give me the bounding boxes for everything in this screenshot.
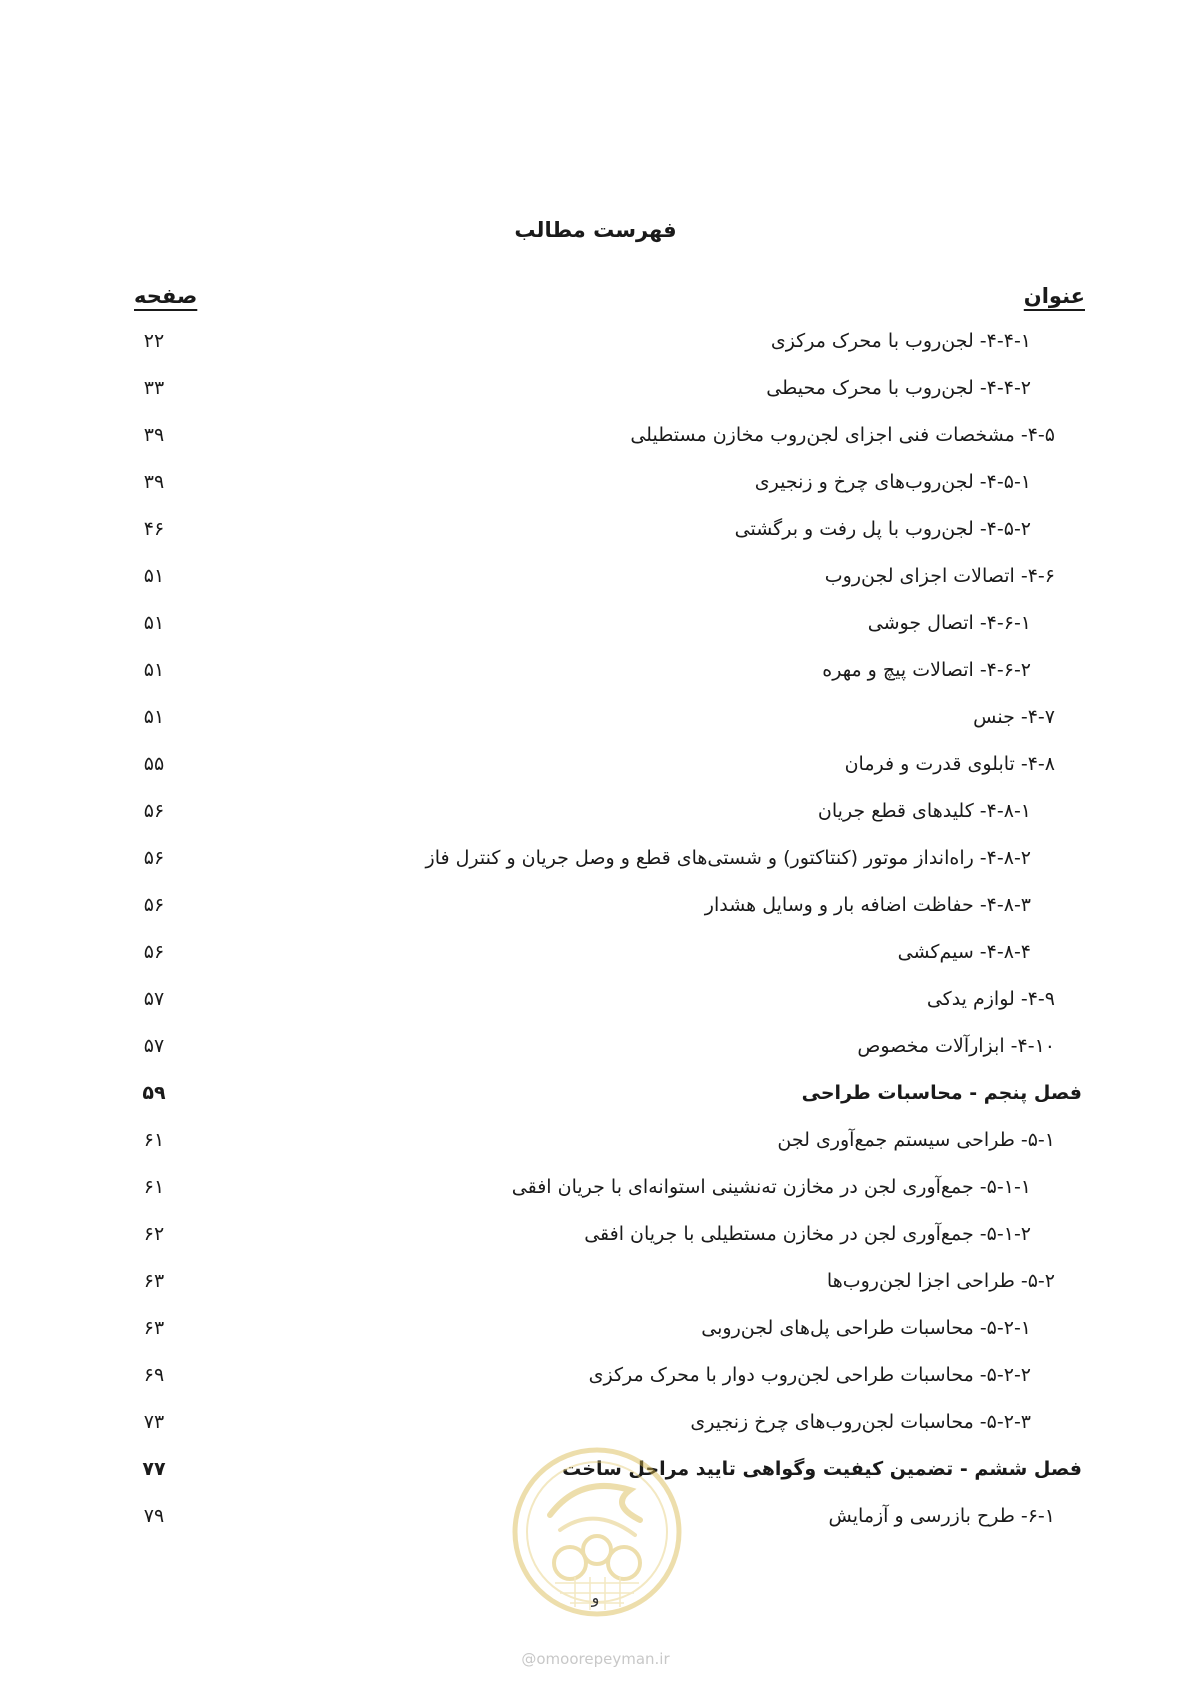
toc-entry[interactable] — [0, 988, 1191, 1035]
toc-chapter-title: فصل ششم - تضمین کیفیت وگواهی تایید مراحل ساخت — [562, 1458, 1082, 1480]
toc-entry-title: ۴-۵-۱- لجن‌روب‌های چرخ و زنجیری — [754, 471, 1031, 493]
watermark-url: @omoorepeyman.ir — [521, 1650, 670, 1668]
toc-entry-title: ۵-۱-۱- جمع‌آوری لجن در مخازن ته‌نشینی استوانه‌ای با جریان افقی — [511, 1176, 1031, 1198]
toc-entry-page: ۳۹ — [143, 471, 165, 493]
toc-entry-page: ۵۶ — [143, 941, 165, 963]
toc-entry-title: ۵-۲-۲- محاسبات طراحی لجن‌روب دوار با محرک مرکزی — [588, 1364, 1031, 1386]
toc-chapter-title: فصل پنجم - محاسبات طراحی — [801, 1082, 1082, 1104]
toc-entry-page: ۳۳ — [143, 377, 165, 399]
toc-entry-page: ۴۶ — [143, 518, 165, 540]
table-of-contents — [0, 330, 1191, 1552]
toc-entry[interactable] — [0, 1129, 1191, 1176]
toc-entry-page: ۷۹ — [143, 1505, 165, 1527]
toc-entry-page: ۵۵ — [143, 753, 165, 775]
title-column-header: عنوان — [1023, 284, 1085, 308]
toc-entry[interactable] — [0, 1176, 1191, 1223]
toc-entry[interactable] — [0, 471, 1191, 518]
toc-entry[interactable] — [0, 1223, 1191, 1270]
toc-entry-title: ۴-۵- مشخصات فنی اجزای لجن‌روب مخازن مستطیلی — [630, 424, 1055, 446]
page-number: و — [591, 1588, 600, 1607]
toc-entry-title: ۴-۴-۱- لجن‌روب با محرک مرکزی — [770, 330, 1031, 352]
toc-entry-page: ۵۱ — [143, 659, 165, 681]
toc-entry[interactable] — [0, 612, 1191, 659]
toc-entry-page: ۵۶ — [143, 894, 165, 916]
toc-entry-title: ۵-۲-۱- محاسبات طراحی پل‌های لجن‌روبی — [701, 1317, 1031, 1339]
toc-entry[interactable] — [0, 847, 1191, 894]
toc-entry[interactable] — [0, 424, 1191, 471]
toc-entry-title: ۴-۸-۲- راه‌انداز موتور (کنتاکتور) و شستی‌های قطع و وصل جریان و کنترل فاز — [425, 847, 1031, 869]
toc-entry-title: ۴-۵-۲- لجن‌روب با پل رفت و برگشتی — [734, 518, 1031, 540]
toc-entry[interactable] — [0, 565, 1191, 612]
toc-entry-title: ۴-۷- جنس — [973, 706, 1055, 728]
toc-entry-page: ۶۱ — [143, 1129, 165, 1151]
toc-entry-page: ۷۳ — [143, 1411, 165, 1433]
toc-entry[interactable] — [0, 1364, 1191, 1411]
toc-entry-page: ۵۷ — [143, 1035, 165, 1057]
toc-entry[interactable] — [0, 753, 1191, 800]
toc-entry-title: ۴-۶-۱- اتصال جوشی — [867, 612, 1031, 634]
toc-entry-title: ۴-۸-۴- سیم‌کشی — [897, 941, 1031, 963]
toc-entry-page: ۵۱ — [143, 612, 165, 634]
toc-entry[interactable] — [0, 706, 1191, 753]
toc-entry-page: ۳۹ — [143, 424, 165, 446]
toc-entry-title: ۵-۲- طراحی اجزا لجن‌روب‌ها — [826, 1270, 1055, 1292]
toc-entry-title: ۴-۶- اتصالات اجزای لجن‌روب — [824, 565, 1055, 587]
toc-entry-title: ۴-۸- تابلوی قدرت و فرمان — [844, 753, 1055, 775]
toc-entry-page: ۲۲ — [143, 330, 165, 352]
toc-entry-title: ۵-۲-۳- محاسبات لجن‌روب‌های چرخ زنجیری — [690, 1411, 1031, 1433]
toc-entry[interactable] — [0, 659, 1191, 706]
toc-entry[interactable] — [0, 377, 1191, 424]
toc-entry-title: ۵-۱- طراحی سیستم جمع‌آوری لجن — [777, 1129, 1055, 1151]
toc-entry-title: ۶-۱- طرح بازرسی و آزمایش — [828, 1505, 1055, 1527]
page-column-header: صفحه — [134, 284, 198, 308]
toc-entry-page: ۵۹ — [142, 1082, 166, 1104]
toc-entry-page: ۶۳ — [143, 1317, 165, 1339]
toc-entry-title: ۴-۸-۱- کلیدهای قطع جریان — [817, 800, 1031, 822]
toc-entry[interactable] — [0, 1035, 1191, 1082]
page-title: فهرست مطالب — [514, 218, 677, 242]
toc-entry[interactable] — [0, 1317, 1191, 1364]
toc-entry-page: ۷۷ — [142, 1458, 166, 1480]
toc-entry-page: ۶۲ — [143, 1223, 165, 1245]
toc-entry-page: ۵۷ — [143, 988, 165, 1010]
toc-entry-page: ۵۱ — [143, 565, 165, 587]
toc-entry-title: ۴-۹- لوازم یدکی — [926, 988, 1055, 1010]
toc-entry[interactable] — [0, 518, 1191, 565]
toc-entry-page: ۵۶ — [143, 847, 165, 869]
toc-entry-title: ۴-۱۰- ابزارآلات مخصوص — [857, 1035, 1055, 1057]
toc-entry[interactable] — [0, 800, 1191, 847]
toc-entry[interactable] — [0, 941, 1191, 988]
toc-entry[interactable] — [0, 1270, 1191, 1317]
toc-entry-title: ۴-۸-۳- حفاظت اضافه بار و وسایل هشدار — [704, 894, 1031, 916]
toc-entry-title: ۴-۴-۲- لجن‌روب با محرک محیطی — [766, 377, 1031, 399]
toc-entry-page: ۶۳ — [143, 1270, 165, 1292]
toc-entry[interactable] — [0, 894, 1191, 941]
toc-entry-page: ۶۱ — [143, 1176, 165, 1198]
toc-entry-page: ۶۹ — [143, 1364, 165, 1386]
toc-entry-title: ۴-۶-۲- اتصالات پیچ و مهره — [822, 659, 1031, 681]
toc-entry[interactable] — [0, 330, 1191, 377]
toc-entry-page: ۵۱ — [143, 706, 165, 728]
toc-entry-page: ۵۶ — [143, 800, 165, 822]
toc-chapter-entry[interactable] — [0, 1082, 1191, 1129]
toc-entry-title: ۵-۱-۲- جمع‌آوری لجن در مخازن مستطیلی با جریان افقی — [584, 1223, 1031, 1245]
